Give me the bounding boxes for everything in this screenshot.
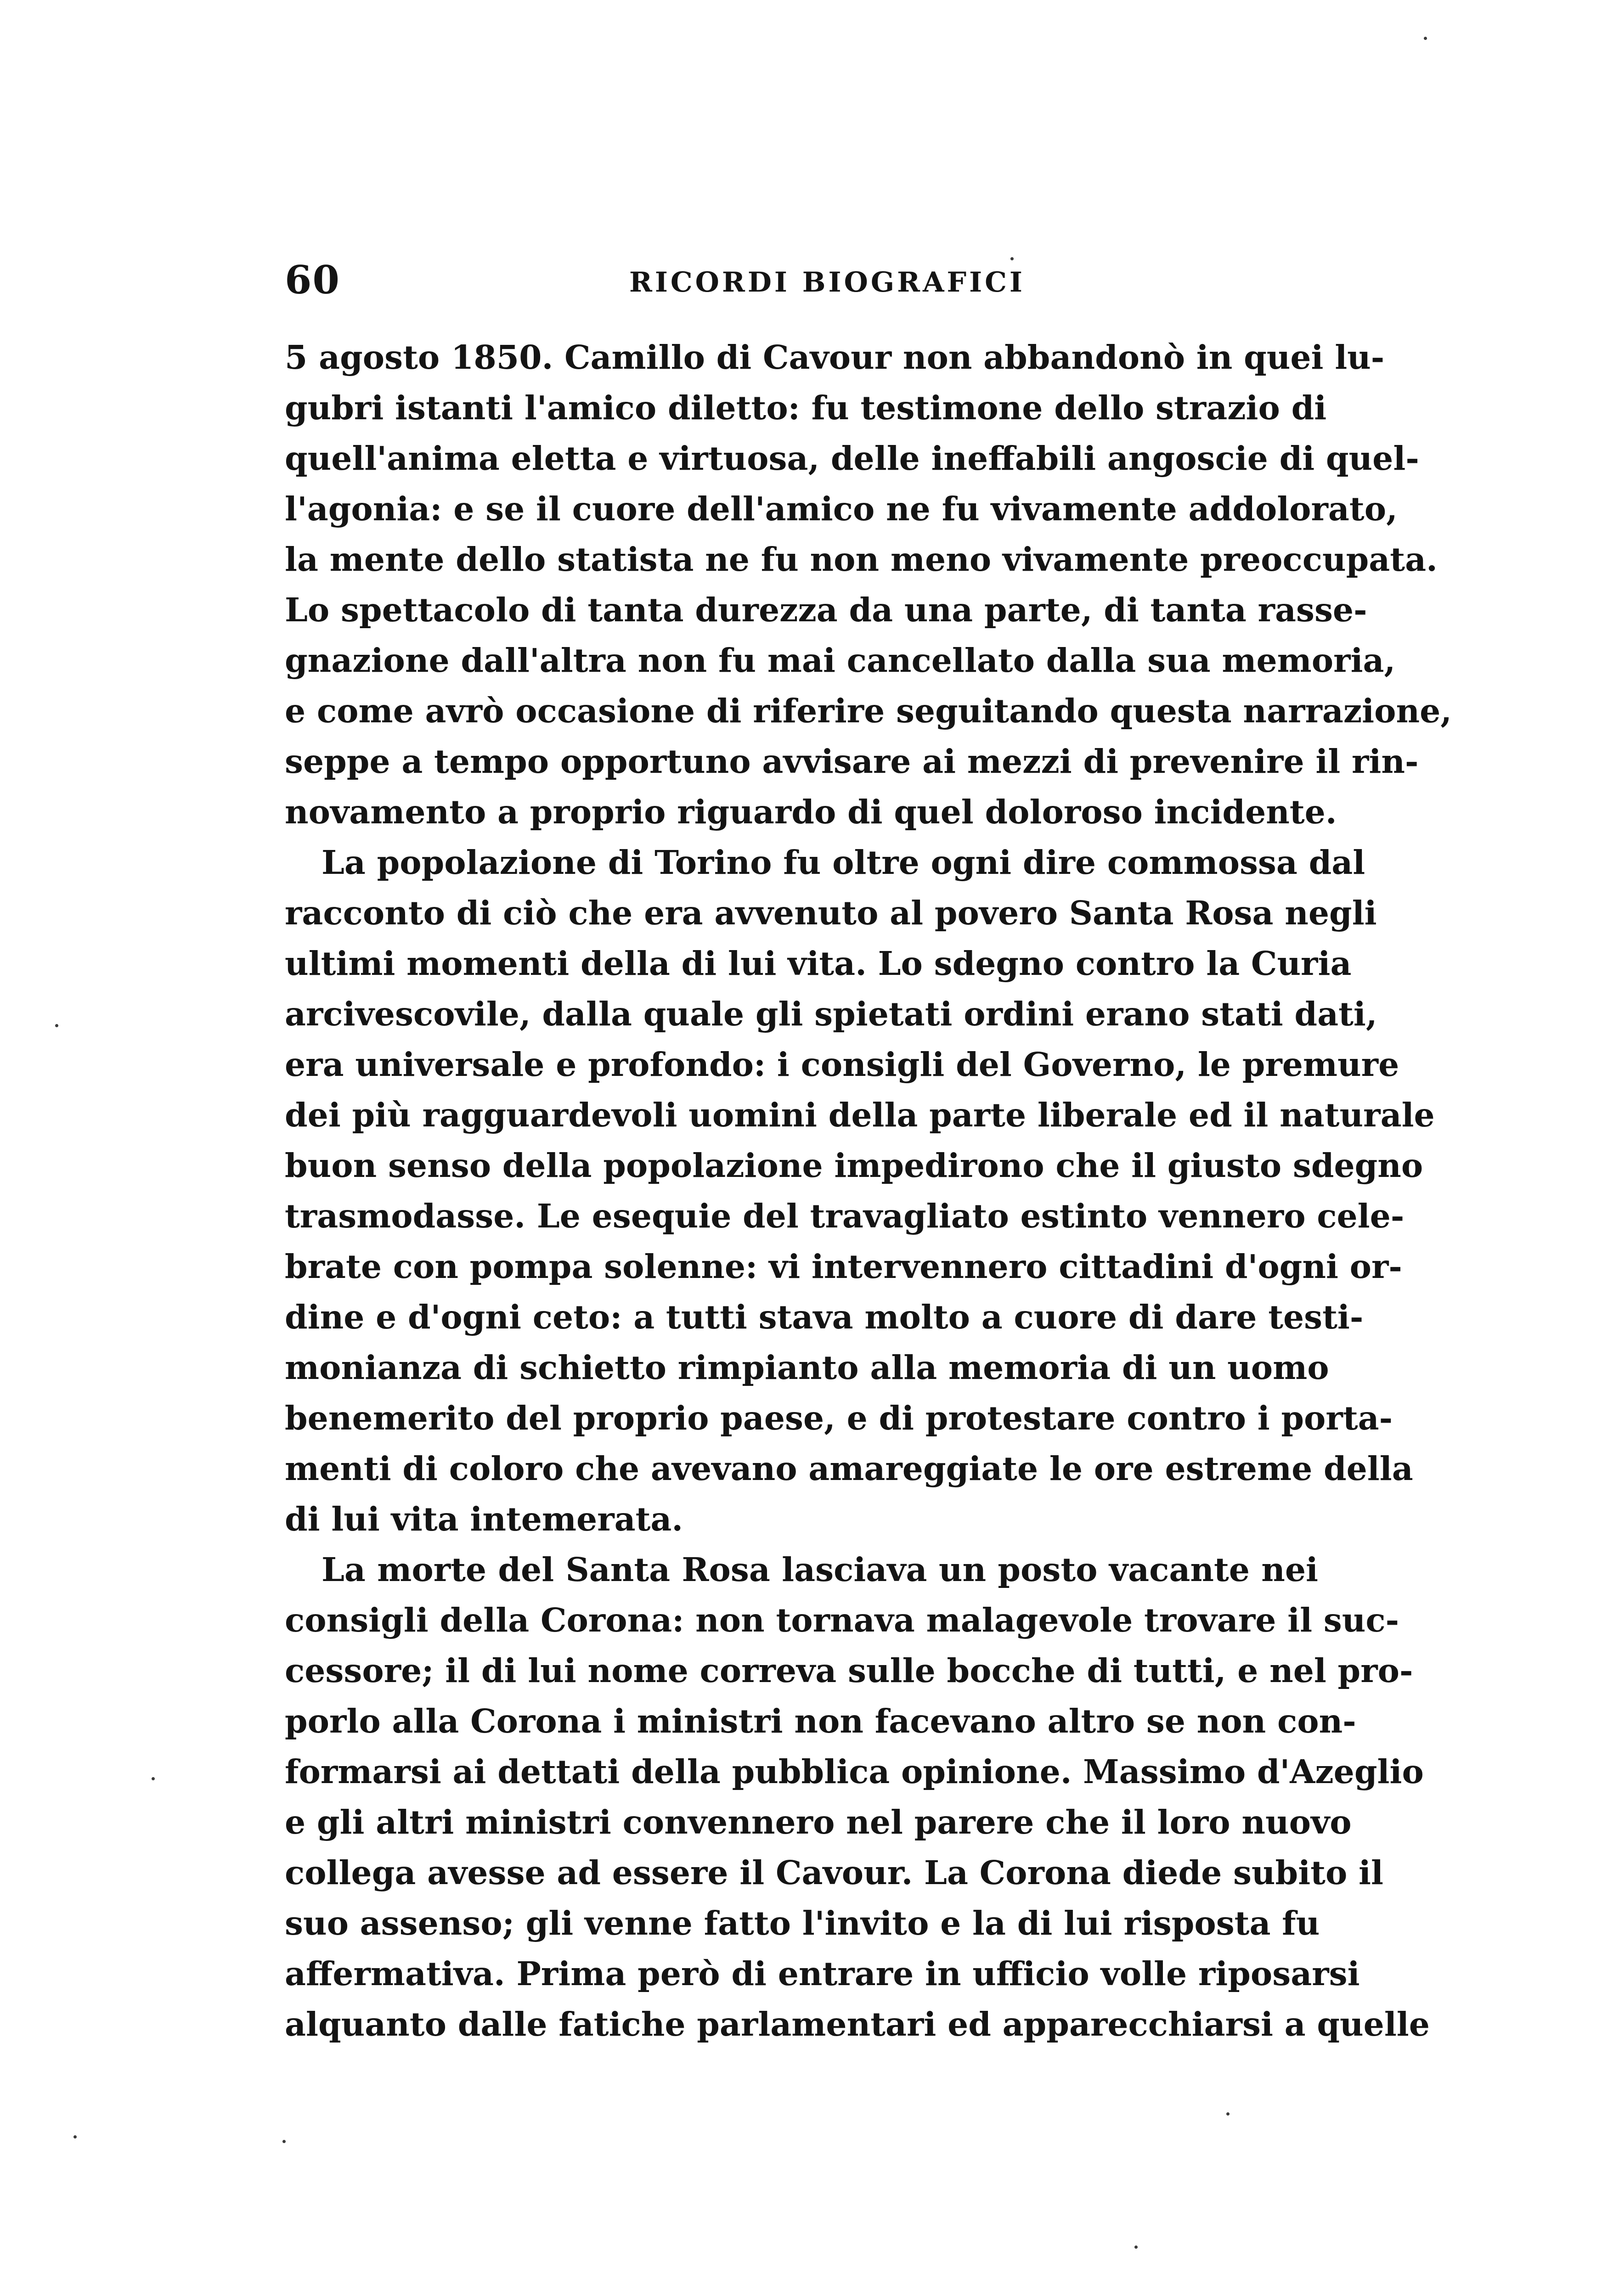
text-line: Lo spettacolo di tanta durezza da una parte, di tanta rasse- bbox=[285, 591, 1367, 629]
text-line: ultimi momenti della di lui vita. Lo sdegno contro la Curia bbox=[285, 944, 1352, 983]
text-line: seppe a tempo opportuno avvisare ai mezzi di prevenire il rin- bbox=[285, 742, 1419, 781]
text-line: brate con pompa solenne: vi intervennero cittadini d'ogni or- bbox=[285, 1247, 1402, 1286]
scan-speck bbox=[73, 2135, 77, 2138]
body-text bbox=[285, 332, 1452, 2049]
text-line: di lui vita intemerata. bbox=[285, 1500, 683, 1538]
scan-speck bbox=[282, 2140, 286, 2143]
scan-speck bbox=[1226, 2112, 1230, 2116]
text-line: alquanto dalle fatiche parlamentari ed apparecchiarsi a quelle bbox=[285, 2005, 1430, 2043]
text-line: buon senso della popolazione impedirono che il giusto sdegno bbox=[285, 1146, 1423, 1185]
text-line: era universale e profondo: i consigli del Governo, le premure bbox=[285, 1045, 1399, 1084]
scan-speck bbox=[1010, 257, 1014, 260]
text-line: quell'anima eletta e virtuosa, delle ineffabili angoscie di quel- bbox=[285, 439, 1419, 478]
text-line: e gli altri ministri convennero nel parere che il loro nuovo bbox=[285, 1803, 1352, 1841]
text-line: dei più ragguardevoli uomini della parte liberale ed il naturale bbox=[285, 1096, 1435, 1134]
text-line: La morte del Santa Rosa lasciava un posto vacante nei bbox=[322, 1550, 1318, 1589]
text-line: l'agonia: e se il cuore dell'amico ne fu vivamente addolorato, bbox=[285, 490, 1398, 528]
text-line: gubri istanti l'amico diletto: fu testimone dello strazio di bbox=[285, 388, 1327, 427]
paragraph bbox=[285, 332, 1452, 837]
text-line: novamento a proprio riguardo di quel doloroso incidente. bbox=[285, 793, 1337, 831]
text-line: porlo alla Corona i ministri non facevano altro se non con- bbox=[285, 1702, 1356, 1740]
text-line: cessore; il di lui nome correva sulle bocche di tutti, e nel pro- bbox=[285, 1651, 1413, 1690]
running-head: RICORDI BIOGRAFICI bbox=[629, 266, 1025, 298]
text-line: formarsi ai dettati della pubblica opinione. Massimo d'Azeglio bbox=[285, 1752, 1424, 1791]
text-line: trasmodasse. Le esequie del travagliato estinto vennero cele- bbox=[285, 1197, 1405, 1235]
scan-speck bbox=[1424, 37, 1427, 40]
text-line: benemerito del proprio paese, e di protestare contro i porta- bbox=[285, 1399, 1393, 1437]
page-header bbox=[285, 257, 1318, 312]
text-line: La popolazione di Torino fu oltre ogni dire commossa dal bbox=[322, 843, 1365, 882]
scan-speck bbox=[152, 1777, 155, 1780]
scan-speck bbox=[55, 1024, 58, 1027]
text-line: arcivescovile, dalla quale gli spietati ordini erano stati dati, bbox=[285, 995, 1377, 1033]
text-line: consigli della Corona: non tornava malagevole trovare il suc- bbox=[285, 1601, 1399, 1639]
text-line: collega avesse ad essere il Cavour. La Corona diede subito il bbox=[285, 1853, 1383, 1892]
text-line: menti di coloro che avevano amareggiate le ore estreme della bbox=[285, 1449, 1413, 1488]
text-line: monianza di schietto rimpianto alla memoria di un uomo bbox=[285, 1348, 1329, 1387]
text-line: suo assenso; gli venne fatto l'invito e la di lui risposta fu bbox=[285, 1904, 1320, 1942]
scan-speck bbox=[1134, 2245, 1138, 2249]
text-line: e come avrò occasione di riferire seguitando questa narrazione, bbox=[285, 692, 1452, 730]
text-line: gnazione dall'altra non fu mai cancellato dalla sua memoria, bbox=[285, 641, 1396, 680]
text-line: affermativa. Prima però di entrare in ufficio volle riposarsi bbox=[285, 1954, 1360, 1993]
text-line: la mente dello statista ne fu non meno vivamente preoccupata. bbox=[285, 540, 1438, 579]
text-line: racconto di ciò che era avvenuto al povero Santa Rosa negli bbox=[285, 894, 1377, 932]
text-line: 5 agosto 1850. Camillo di Cavour non abbandonò in quei lu- bbox=[285, 338, 1385, 377]
text-line: dine e d'ogni ceto: a tutti stava molto a cuore di dare testi- bbox=[285, 1298, 1364, 1336]
paragraph bbox=[285, 837, 1435, 1544]
paragraph bbox=[285, 1544, 1430, 2049]
page-number: 60 bbox=[285, 257, 340, 303]
